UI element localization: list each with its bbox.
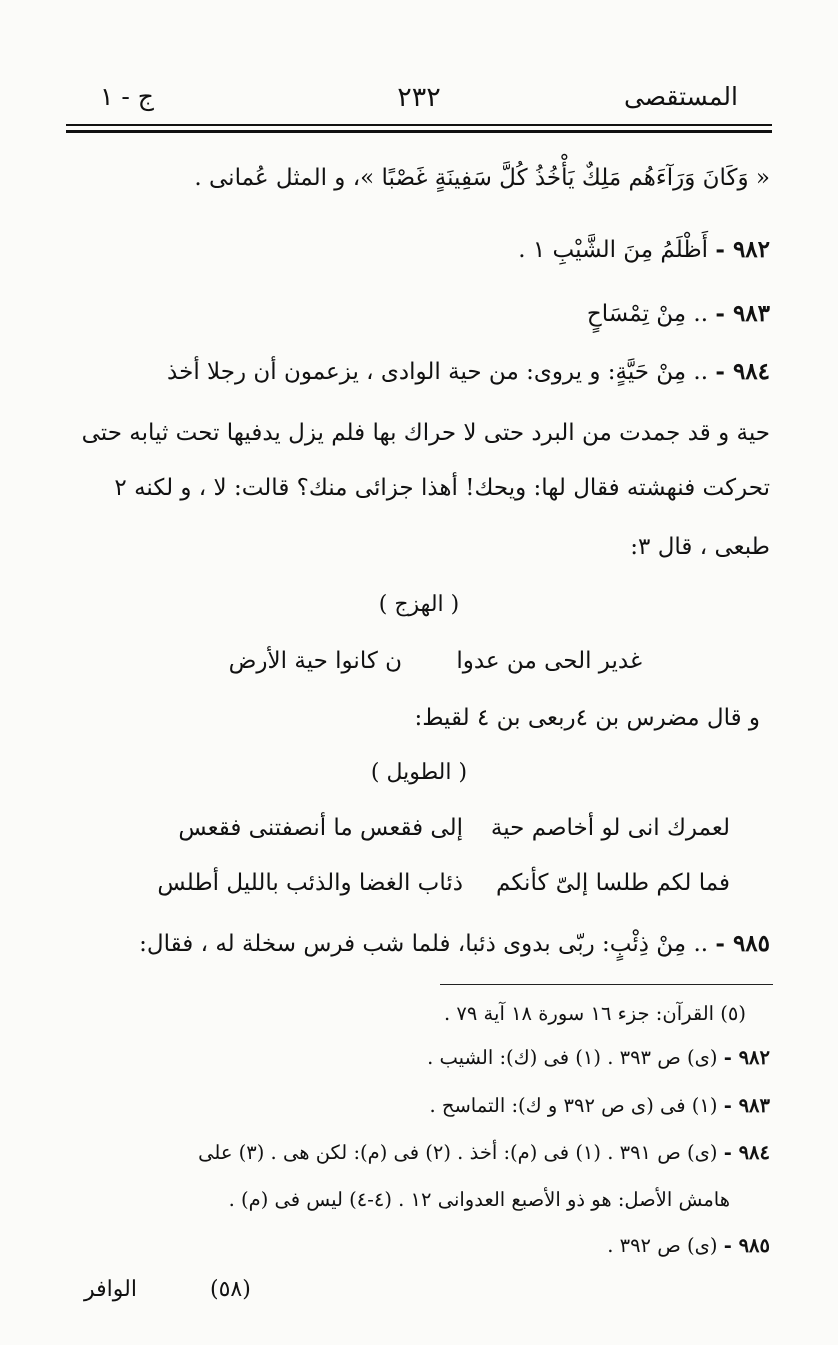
footnote-text: (١) فى (ى ص ٣٩٢ و ك): التماسح .: [429, 1094, 718, 1117]
quran-quote-line: « وَكَانَ وَرَآءَهُم مَلِكٌ يَأْخُذُ كُلَّ سَفِينَةٍ غَصْبًا »، و المثل عُمانى .: [194, 165, 770, 191]
footnote-number: ٩٨٥ -: [723, 1234, 770, 1257]
footnote-text: (ى) ص ٣٩٣ . (١) فى (ك): الشيب .: [427, 1046, 718, 1069]
verse-3-second-hemistich: ذئاب الغضا والذئب بالليل أطلس: [157, 870, 463, 896]
entry-984: [167, 358, 770, 387]
footnote-983: [429, 1094, 770, 1117]
header-rule-thin: [66, 124, 772, 126]
poet-intro-line: و قال مضرس بن ٤ربعى بن ٤ لقيط:: [414, 705, 760, 731]
entry-985: [139, 930, 770, 959]
footnote-text: (ى) ص ٣٩٢ .: [607, 1234, 718, 1257]
signature-number: (٥٨): [210, 1277, 251, 1302]
footnote-quran: (٥) القرآن: جزء ١٦ سورة ١٨ آية ٧٩ .: [444, 1002, 746, 1025]
verse-3-first-hemistich: فما لكم طلسا إلىّ كأنكم: [496, 870, 730, 896]
footnote-number: ٩٨٣ -: [723, 1094, 770, 1117]
footnote-number: ٩٨٤ -: [723, 1141, 770, 1164]
meter-label-tawil: ( الطويل ): [370, 760, 468, 785]
entry-984-line-2: حية و قد جمدت من البرد حتى لا حراك بها فلم يزل يدفيها تحت ثيابه حتى: [81, 420, 770, 446]
entry-text: .. مِنْ ذِئْبٍ: ربّى بدوى ذئبا، فلما شب فرس سخلة له ، فقال:: [139, 931, 709, 957]
footnote-text: (ى) ص ٣٩١ . (١) فى (م): أخذ . (٢) فى (م): لكن هى . (٣) على: [198, 1141, 718, 1164]
footnote-984: [198, 1141, 770, 1164]
page-number: ٢٣٢: [397, 82, 441, 113]
entry-number: ٩٨٤ -: [715, 358, 770, 385]
entry-984-line-4: طبعى ، قال ٣:: [630, 534, 770, 560]
entry-number: ٩٨٢ -: [715, 236, 770, 263]
footnote-number: ٩٨٢ -: [723, 1046, 770, 1069]
verse-1-first-hemistich: غدير الحى من عدوا: [456, 648, 642, 674]
entry-982: [518, 236, 770, 265]
entry-983: [587, 300, 770, 329]
volume-label: ج - ١: [100, 82, 154, 111]
verse-1-second-hemistich: ن كانوا حية الأرض: [228, 648, 402, 674]
verse-2-second-hemistich: إلى فقعس ما أنصفتنى فقعس: [178, 815, 463, 841]
footnote-982: [427, 1046, 770, 1069]
entry-984-line-3: تحركت فنهشته فقال لها: ويحك! أهذا جزائى منك؟ قالت: لا ، و لكنه ٢: [114, 475, 770, 501]
entry-text: أَظْلَمُ مِنَ الشَّيْبِ ١ .: [518, 237, 709, 263]
catchword: الوافر: [84, 1277, 137, 1302]
entry-text: .. مِنْ تِمْسَاحٍ: [586, 301, 709, 327]
entry-text: .. مِنْ حَيَّةٍ: و يروى: من حية الوادى ، يزعمون أن رجلا أخذ: [167, 359, 709, 385]
footnote-984-continued: هامش الأصل: هو ذو الأصبع العدوانى ١٢ . (٤-٤) ليس فى (م) .: [228, 1188, 730, 1211]
entry-number: ٩٨٥ -: [715, 930, 770, 957]
running-header-title: المستقصى: [623, 82, 738, 111]
footnote-985: [607, 1234, 770, 1257]
header-rule-thick: [66, 130, 772, 133]
entry-number: ٩٨٣ -: [715, 300, 770, 327]
verse-2-first-hemistich: لعمرك انى لو أخاصم حية: [490, 815, 730, 841]
footnote-separator: [440, 984, 773, 985]
meter-label-hazaj: ( الهزج ): [378, 592, 460, 617]
